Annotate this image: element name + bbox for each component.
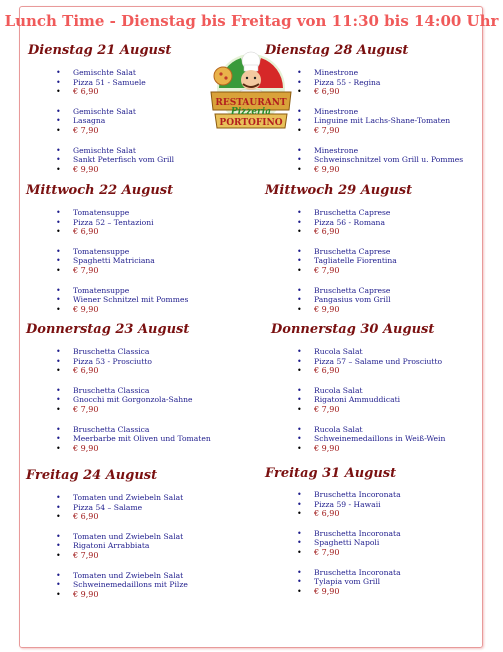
day-heading: Mittwoch 22 August <box>26 183 174 198</box>
menu-main: • Pizza 51 - Samuele <box>56 78 174 88</box>
menu-main: • Wiener Schnitzel mit Pommes <box>56 295 188 305</box>
menu-starter: • Bruschetta Caprese <box>297 247 397 257</box>
menu-starter: • Bruschetta Incoronata <box>297 568 401 578</box>
day-heading: Freitag 31 August <box>265 466 397 481</box>
menu-price: • € 7,90 <box>56 551 188 561</box>
menu-main: • Pizza 56 - Romana <box>297 218 397 228</box>
menu-starter: • Bruschetta Classica <box>56 425 211 435</box>
day-menu-list <box>56 68 174 184</box>
menu-price: • € 7,90 <box>297 126 463 136</box>
menu-price: • € 6,90 <box>297 366 445 376</box>
menu-main: • Linguine mit Lachs-Shane-Tomaten <box>297 116 463 126</box>
day-heading: Donnerstag 30 August <box>271 322 435 337</box>
menu-starter: • Bruschetta Incoronata <box>297 490 401 500</box>
menu-price: • € 7,90 <box>297 405 445 415</box>
menu-main: • Pizza 53 - Prosciutto <box>56 357 211 367</box>
menu-price: • € 6,90 <box>297 227 397 237</box>
menu-main: • Sankt Peterfisch vom Grill <box>56 155 174 165</box>
menu-price: • € 7,90 <box>297 548 401 558</box>
day-heading: Dienstag 21 August <box>28 43 172 58</box>
logo-line-2: Pizzeria <box>230 107 272 117</box>
day-heading: Freitag 24 August <box>26 468 158 483</box>
logo-line-1: RESTAURANT <box>215 98 287 108</box>
day-menu-list <box>56 347 211 463</box>
menu-main: • Pizza 55 - Regina <box>297 78 463 88</box>
menu-starter: • Tomaten und Zwiebeln Salat <box>56 493 188 503</box>
menu-main: • Spaghetti Napoli <box>297 538 401 548</box>
day-menu-list <box>297 347 445 463</box>
day-menu-list <box>297 68 463 184</box>
menu-price: • € 7,90 <box>56 126 174 136</box>
menu-starter: • Rucola Salat <box>297 386 445 396</box>
day-menu-list <box>56 493 188 609</box>
menu-price: • € 6,90 <box>56 512 188 522</box>
menu-main: • Schweinemedaillons mit Pilze <box>56 580 188 590</box>
menu-price: • € 7,90 <box>56 266 188 276</box>
menu-price: • € 9,90 <box>56 165 174 175</box>
menu-main: • Schweinemedaillons in Weiß-Wein <box>297 434 445 444</box>
menu-starter: • Tomatensuppe <box>56 208 188 218</box>
menu-main: • Rigatoni Arrabbiata <box>56 541 188 551</box>
day-menu-list <box>56 208 188 324</box>
menu-main: • Spaghetti Matriciana <box>56 256 188 266</box>
menu-starter: • Gemischte Salat <box>56 146 174 156</box>
day-heading: Donnerstag 23 August <box>26 322 190 337</box>
menu-price: • € 7,90 <box>297 266 397 276</box>
menu-main: • Meerbarbe mit Oliven und Tomaten <box>56 434 211 444</box>
menu-starter: • Rucola Salat <box>297 347 445 357</box>
menu-starter: • Bruschetta Incoronata <box>297 529 401 539</box>
menu-price: • € 6,90 <box>297 509 401 519</box>
day-heading: Mittwoch 29 August <box>265 183 413 198</box>
menu-price: • € 9,90 <box>297 165 463 175</box>
day-menu-list <box>297 490 401 606</box>
menu-price: • € 9,90 <box>297 444 445 454</box>
menu-starter: • Minestrone <box>297 107 463 117</box>
menu-price: • € 7,90 <box>56 405 211 415</box>
menu-main: • Lasagna <box>56 116 174 126</box>
menu-starter: • Rucola Salat <box>297 425 445 435</box>
menu-main: • Rigatoni Ammuddicati <box>297 395 445 405</box>
menu-price: • € 9,90 <box>56 444 211 454</box>
day-menu-list <box>297 208 397 324</box>
menu-price: • € 6,90 <box>56 87 174 97</box>
day-heading: Dienstag 28 August <box>265 43 409 58</box>
menu-main: • Pizza 52 – Tentazioni <box>56 218 188 228</box>
menu-price: • € 9,90 <box>297 587 401 597</box>
menu-main: • Schweinschnitzel vom Grill u. Pommes <box>297 155 463 165</box>
menu-price: • € 6,90 <box>56 227 188 237</box>
menu-main: • Pizza 57 – Salame und Prosciutto <box>297 357 445 367</box>
logo-line-3: PORTOFINO <box>219 118 283 128</box>
menu-price: • € 9,90 <box>56 590 188 600</box>
menu-starter: • Tomatensuppe <box>56 247 188 257</box>
menu-starter: • Gemischte Salat <box>56 107 174 117</box>
menu-price: • € 6,90 <box>56 366 211 376</box>
page-title: Lunch Time - Dienstag bis Freitag von 11:30 bis 14:00 Uhr <box>4 12 499 30</box>
menu-main: • Gnocchi mit Gorgonzola-Sahne <box>56 395 211 405</box>
menu-main: • Tagliatelle Fiorentina <box>297 256 397 266</box>
menu-starter: • Gemischte Salat <box>56 68 174 78</box>
menu-starter: • Bruschetta Classica <box>56 347 211 357</box>
menu-price: • € 9,90 <box>56 305 188 315</box>
menu-starter: • Tomatensuppe <box>56 286 188 296</box>
menu-main: • Pizza 59 - Hawaii <box>297 500 401 510</box>
menu-starter: • Bruschetta Caprese <box>297 286 397 296</box>
menu-starter: • Bruschetta Classica <box>56 386 211 396</box>
menu-starter: • Minestrone <box>297 146 463 156</box>
menu-starter: • Bruschetta Caprese <box>297 208 397 218</box>
chef-logo-icon <box>205 48 297 136</box>
menu-main: • Tylapia vom Grill <box>297 577 401 587</box>
menu-price: • € 6,90 <box>297 87 463 97</box>
menu-main: • Pizza 54 – Salame <box>56 503 188 513</box>
menu-starter: • Tomaten und Zwiebeln Salat <box>56 532 188 542</box>
menu-main: • Pangasius vom Grill <box>297 295 397 305</box>
menu-price: • € 9,90 <box>297 305 397 315</box>
menu-starter: • Tomaten und Zwiebeln Salat <box>56 571 188 581</box>
menu-starter: • Minestrone <box>297 68 463 78</box>
